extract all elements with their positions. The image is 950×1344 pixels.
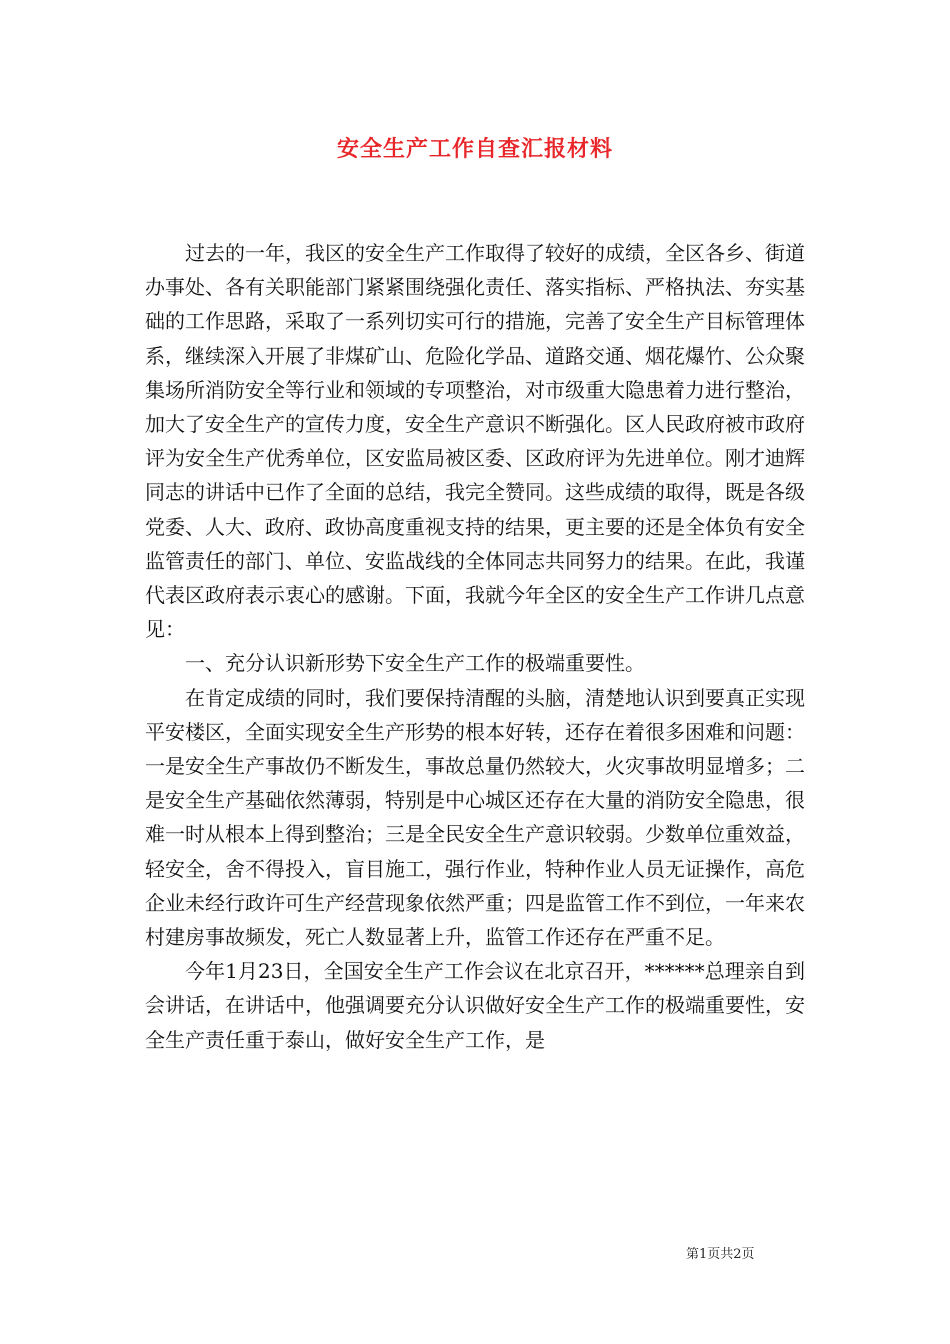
document-body bbox=[145, 236, 805, 1057]
page-number-footer: 第1页共2页 bbox=[686, 1247, 755, 1262]
paragraph-intro: 过去的一年，我区的安全生产工作取得了较好的成绩，全区各乡、街道办事处、各有关职能部门紧紧围绕强化责任、落实指标、严格执法、夯实基础的工作思路，采取了一系列切实可行的措施，完善了安全生产目标管理体系，继续深入开展了非煤矿山、危险化学品、道路交通、烟花爆竹、公众聚集场所消防安全等行业和领域的专项整治，对市级重大隐患着力进行整治，加大了安全生产的宣传力度，安全生产意识不断强化。区人民政府被市政府评为安全生产优秀单位，区安监局被区委、区政府评为先进单位。刚才迪辉同志的讲话中已作了全面的总结，我完全赞同。这些成绩的取得，既是各级党委、人大、政府、政协高度重视支持的结果，更主要的还是全体负有安全监管责任的部门、单位、安监战线的全体同志共同努力的结果。在此，我谨代表区政府表示衷心的感谢。下面，我就今年全区的安全生产工作讲几点意见： bbox=[145, 241, 805, 642]
section-heading-1: 一、充分认识新形势下安全生产工作的极端重要性。 bbox=[185, 651, 645, 676]
paragraph-problems: 在肯定成绩的同时，我们要保持清醒的头脑，清楚地认识到要真正实现平安楼区，全面实现安全生产形势的根本好转，还存在着很多困难和问题：一是安全生产事故仍不断发生，事故总量仍然较大，火灾事故明显增多；二是安全生产基础依然薄弱，特别是中心城区还存在大量的消防安全隐患，很难一时从根本上得到整治；三是全民安全生产意识较弱。少数单位重效益，轻安全，舍不得投入，盲目施工，强行作业，特种作业人员无证操作，高危企业未经行政许可生产经营现象依然严重；四是监管工作不到位，一年来农村建房事故频发，死亡人数显著上升，监管工作还存在严重不足。 bbox=[145, 685, 805, 950]
paragraph-conference: 今年1月23日，全国安全生产工作会议在北京召开，******总理亲自到会讲话，在讲话中，他强调要充分认识做好安全生产工作的极端重要性，安全生产责任重于泰山，做好安全生产工作，是 bbox=[145, 959, 805, 1052]
document-title: 安全生产工作自查汇报材料 bbox=[336, 136, 613, 162]
